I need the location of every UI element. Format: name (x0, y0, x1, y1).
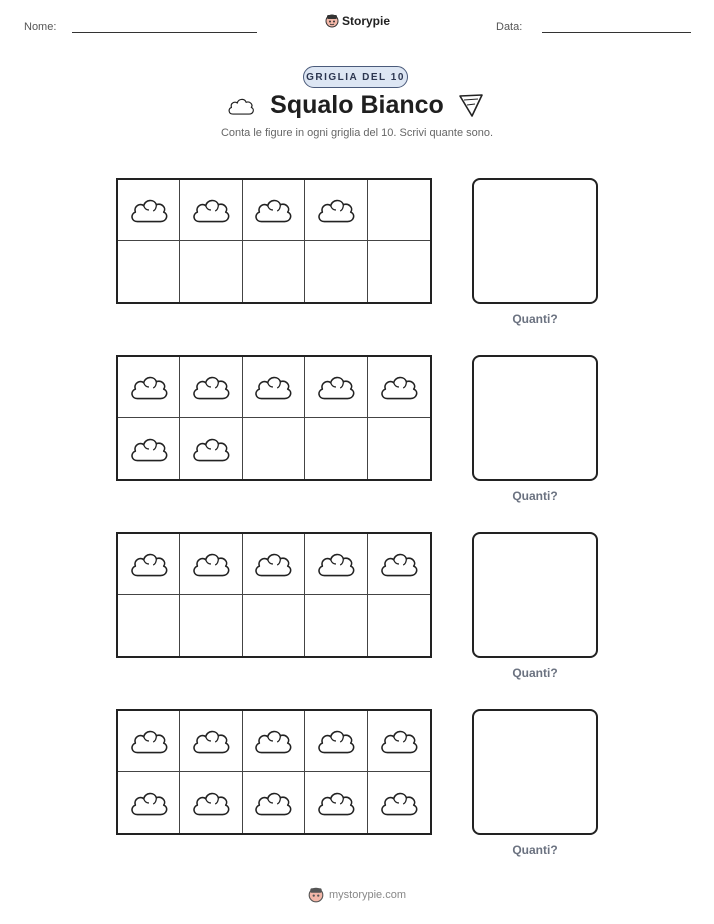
cloud-icon (128, 548, 170, 580)
ten-frame-cell (368, 711, 430, 772)
answer-label: Quanti? (512, 843, 558, 857)
ten-frame-cell (180, 180, 242, 241)
ten-frame-cell (180, 711, 242, 772)
ten-frame-cell (243, 418, 305, 479)
ten-frame-cell (305, 772, 367, 833)
cloud-icon (252, 371, 294, 403)
ten-frame-cell (368, 241, 430, 302)
page-title-text: Squalo Bianco (270, 91, 444, 119)
cloud-icon (252, 194, 294, 226)
cloud-icon (128, 787, 170, 819)
ten-frame (116, 532, 432, 658)
ten-frame-cell (243, 180, 305, 241)
ten-frame-cell (243, 711, 305, 772)
name-label: Nome: (24, 21, 57, 33)
cloud-icon (226, 95, 256, 117)
cloud-icon (128, 194, 170, 226)
ten-frame-cell (118, 772, 180, 833)
ten-frame-cell (243, 595, 305, 656)
ten-frame-cell (118, 357, 180, 418)
ten-frame-cell (368, 534, 430, 595)
answer-label: Quanti? (512, 312, 558, 326)
ten-frame (116, 355, 432, 481)
cloud-icon (190, 548, 232, 580)
ten-frame-cell (305, 418, 367, 479)
cloud-icon (378, 548, 420, 580)
ten-frame-cell (305, 357, 367, 418)
ten-frame-cell (180, 241, 242, 302)
cloud-icon (252, 725, 294, 757)
cloud-icon (190, 371, 232, 403)
cloud-icon (128, 725, 170, 757)
ten-frame-cell (243, 357, 305, 418)
answer-box[interactable] (472, 709, 598, 835)
ten-frame (116, 178, 432, 304)
ten-frame-cell (243, 534, 305, 595)
ten-frame-cell (368, 418, 430, 479)
worksheet-badge: GRIGLIA DEL 10 (303, 66, 408, 88)
cloud-icon (252, 548, 294, 580)
ten-frame-cell (118, 595, 180, 656)
cloud-icon (378, 725, 420, 757)
cloud-icon (128, 371, 170, 403)
cloud-icon (190, 787, 232, 819)
cloud-icon (315, 194, 357, 226)
ten-frame-cell (180, 357, 242, 418)
ten-frame-cell (180, 534, 242, 595)
cloud-icon (190, 194, 232, 226)
mascot-icon (325, 13, 339, 28)
storypie-logo (325, 13, 390, 28)
ten-frame-cell (180, 595, 242, 656)
cloud-icon (315, 548, 357, 580)
footer (0, 886, 714, 903)
ten-frame-cell (305, 534, 367, 595)
shark-tooth-icon (458, 92, 484, 118)
ten-frame-cell (118, 534, 180, 595)
date-line[interactable] (542, 32, 691, 33)
ten-frame-cell (243, 241, 305, 302)
mascot-icon (308, 886, 324, 903)
name-line[interactable] (72, 32, 257, 33)
cloud-icon (190, 433, 232, 465)
cloud-icon (315, 371, 357, 403)
footer-url: mystorypie.com (328, 888, 407, 901)
cloud-icon (378, 371, 420, 403)
ten-frame-cell (305, 595, 367, 656)
ten-frame-cell (368, 595, 430, 656)
answer-box[interactable] (472, 532, 598, 658)
ten-frame-cell (118, 711, 180, 772)
answer-box[interactable] (472, 355, 598, 481)
ten-frame-cell (118, 180, 180, 241)
ten-frame-cell (368, 357, 430, 418)
cloud-icon (128, 433, 170, 465)
ten-frame-cell (305, 711, 367, 772)
cloud-icon (315, 787, 357, 819)
ten-frame-cell (305, 241, 367, 302)
date-label: Data: (496, 21, 523, 33)
page-title (0, 91, 714, 120)
cloud-icon (315, 725, 357, 757)
ten-frame-cell (305, 180, 367, 241)
cloud-icon (190, 725, 232, 757)
ten-frame-cell (243, 772, 305, 833)
ten-frame-cell (368, 772, 430, 833)
logo-text: Storypie (342, 13, 391, 28)
ten-frame-cell (368, 180, 430, 241)
ten-frame-cell (180, 772, 242, 833)
ten-frame (116, 709, 432, 835)
ten-frame-cell (118, 418, 180, 479)
answer-label: Quanti? (512, 489, 558, 503)
instructions: Conta le figure in ogni griglia del 10. Scrivi quante sono. (220, 127, 494, 139)
answer-label: Quanti? (512, 666, 558, 680)
cloud-icon (378, 787, 420, 819)
ten-frame-cell (118, 241, 180, 302)
cloud-icon (252, 787, 294, 819)
ten-frame-cell (180, 418, 242, 479)
answer-box[interactable] (472, 178, 598, 304)
